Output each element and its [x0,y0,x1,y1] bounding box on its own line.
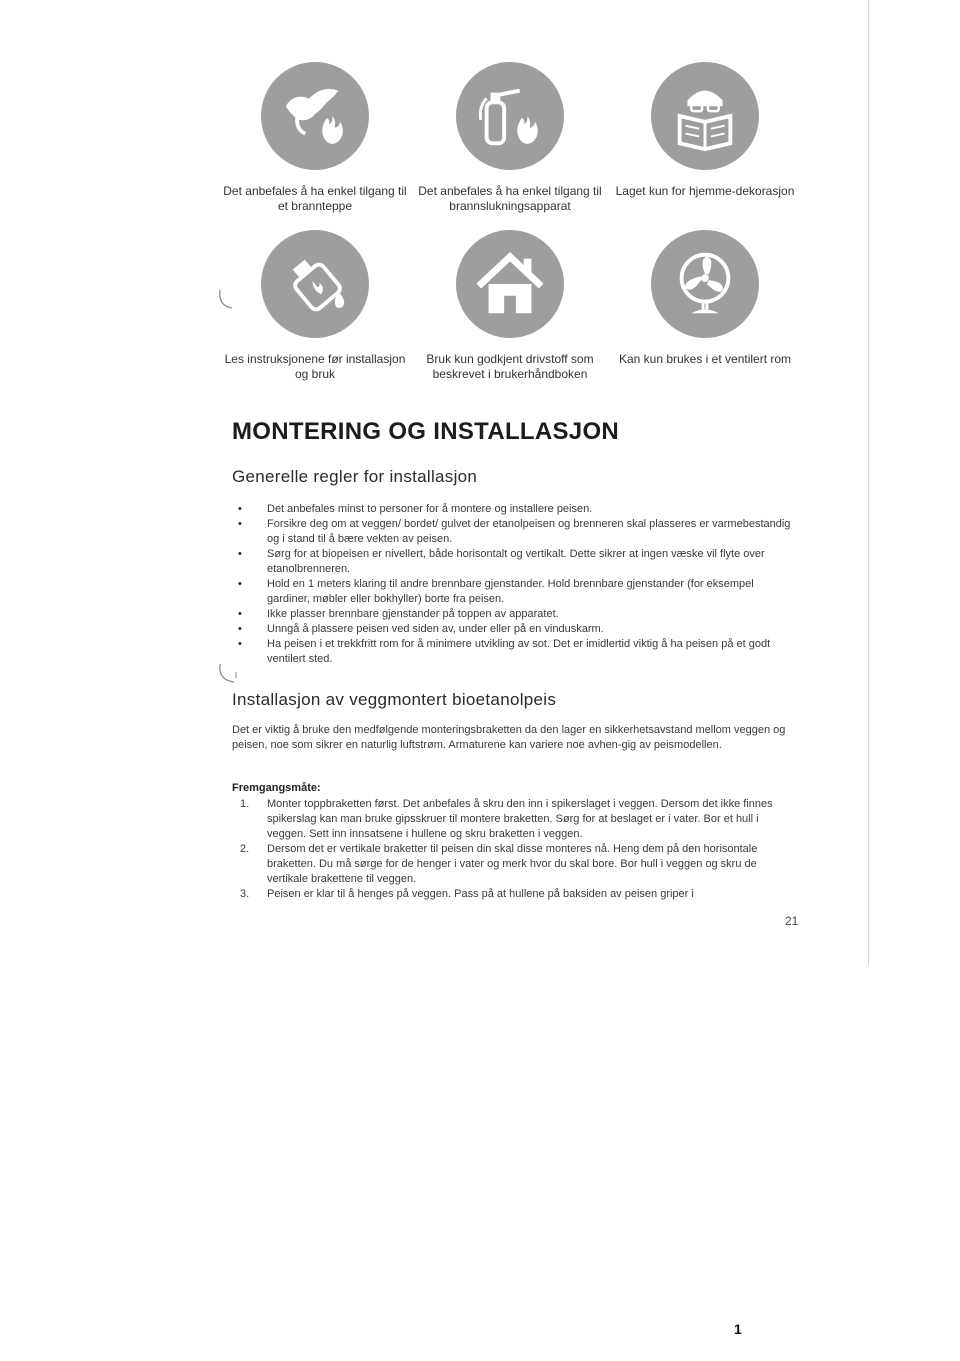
icon-caption: Det anbefales å ha enkel tilgang til et brannteppe [223,184,407,213]
section-title: MONTERING OG INSTALLASJON [232,418,620,445]
list-item: • Sørg for at biopeisen er nivellert, både horisontalt og vertikalt. Dette sikrer at ingen væske vil flyte over etanolbrenneren. [232,547,792,577]
icon-cell-fuel-bottle [220,230,410,382]
icon-cell-reading [610,62,800,199]
margin-mark [216,662,240,686]
list-item: • Det anbefales minst to personer for å montere og installere peisen. [232,502,792,517]
step-text: Monter toppbraketten først. Det anbefales å skru den inn i spikerslaget i veggen. Dersom det ikke finnes spikerslag kan man bruke gipsskruer til montere braketten. Sørg for at beslaget er i vater. Bor et hull i veggen. Sett inn innsatsene i hullene og skru braketten i veggen. [267,798,773,840]
icon-caption: Laget kun for hjemme-dekorasjon [615,184,795,198]
icon-cell-fire-extinguisher [415,62,605,214]
step-text: Dersom det er vertikale braketter til peisen din skal disse monteres nå. Heng dem på den horisontale braketten. Du må sørge for de henger i vater og merk hvor du skal bore. Bor hull i veggen og skru de vertikale brakettene til veggen. [267,843,758,885]
general-rules-heading: Generelle regler for installasjon [232,467,478,486]
icon-caption: Les instruksjonene før installasjon og bruk [224,352,406,381]
icon-cell-house [415,230,605,382]
margin-mark [216,288,236,312]
icon-caption: Kan kun brukes i et ventilert rom [618,352,792,366]
wall-install-paragraph: Det er viktig å bruke den medfølgende monteringsbraketten da den lager en sikkerhetsavstand mellom veggen og peisen, noe som sikrer en naturlig luftstrøm. Armaturene kan variere noe avhen-gig av peismodellen. [232,724,786,751]
step-number: 1. [240,798,250,810]
steps-heading: Fremgangsmåte: [232,782,321,794]
step-text: Peisen er klar til å henges på veggen. Pass på at hullene på baksiden av peisen griper i [267,888,694,900]
wall-install-heading: Installasjon av veggmontert bioetanolpeis [232,690,557,709]
step-number: 2. [240,843,250,855]
stray-mark: 1 [734,1321,742,1337]
icon-cell-fan [610,230,800,367]
list-item [232,887,792,902]
list-item [232,842,792,887]
icon-caption: Det anbefales å ha enkel tilgang til brannslukningsapparat [418,184,602,213]
fuel-bottle-icon [261,230,369,338]
fire-blanket-icon [261,62,369,170]
reading-person-icon [651,62,759,170]
list-item: • Unngå å plassere peisen ved siden av, under eller på en vinduskarm. [232,622,792,637]
list-item [232,797,792,842]
icon-caption: Bruk kun godkjent drivstoff som beskrevet i brukerhåndboken [426,352,594,381]
list-item: • Ikke plasser brennbare gjenstander på toppen av apparatet. [232,607,792,622]
list-item: • Ha peisen i et trekkfritt rom for å minimere utvikling av sot. Det er imidlertid viktig å ha peisen på et godt ventilert sted. [232,637,792,667]
icon-cell-fire-blanket [220,62,410,214]
fan-icon [651,230,759,338]
page-number: 21 [785,914,799,928]
list-item: • Hold en 1 meters klaring til andre brennbare gjenstander. Hold brennbare gjenstander (for eksempel gardiner, møbler eller bokhyller) borte fra peisen. [232,577,792,607]
list-item: • Forsikre deg om at veggen/ bordet/ gulvet der etanolpeisen og brenneren skal plasseres er varmebestandig og i stand til å bære vekten av peisen. [232,517,792,547]
step-number: 3. [240,888,250,900]
steps-list [232,797,792,902]
general-rules-list [232,502,792,667]
fire-extinguisher-icon [456,62,564,170]
house-icon [456,230,564,338]
scan-edge-line [868,0,869,965]
